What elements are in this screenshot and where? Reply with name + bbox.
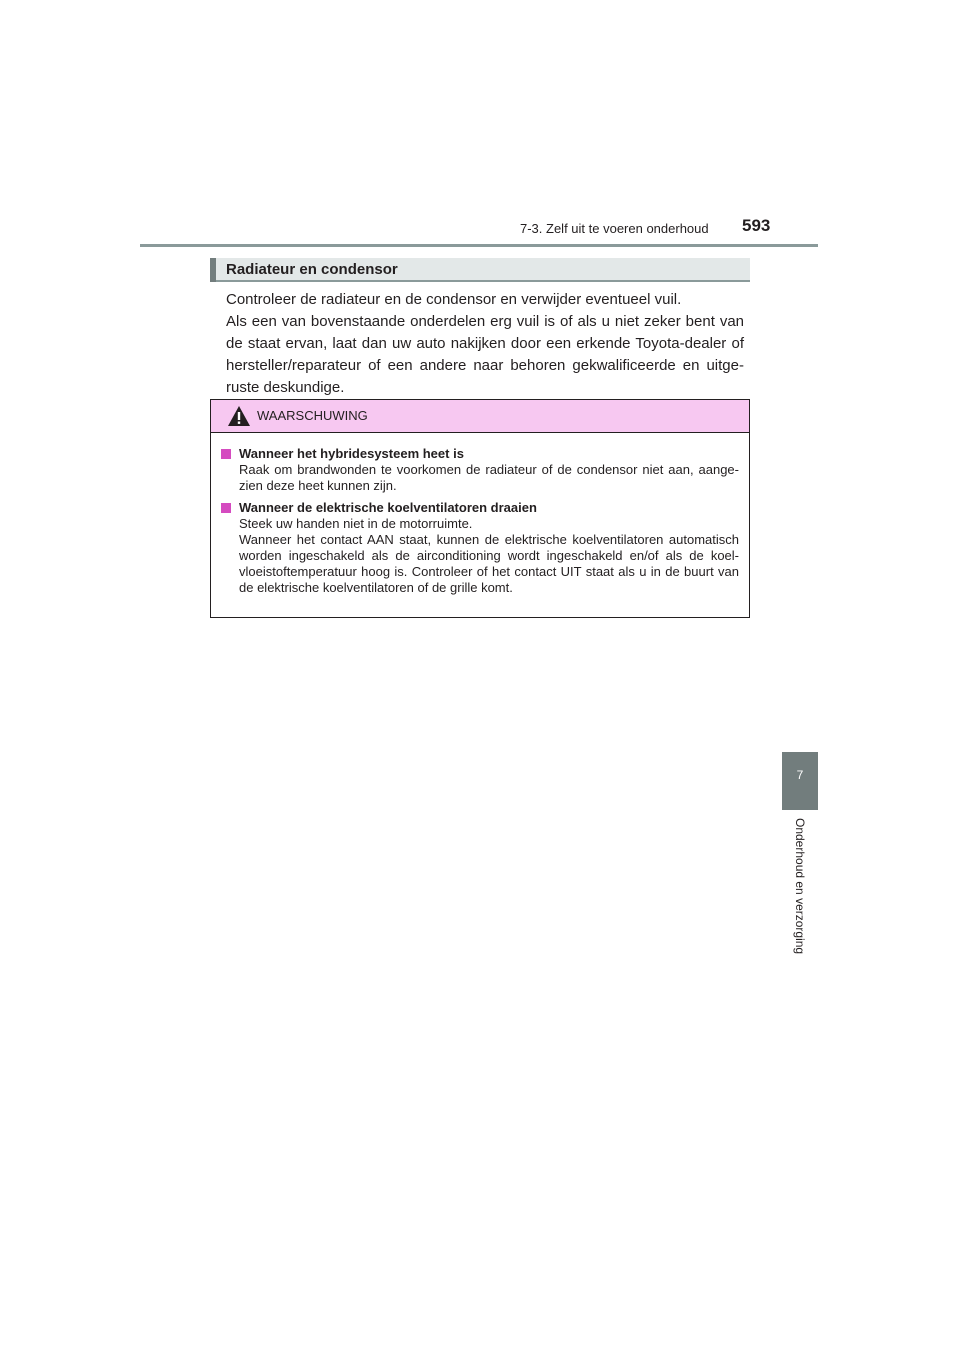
warning-item-heading-text: Wanneer de elektrische koelventilatoren draaien: [239, 500, 537, 515]
warning-item: [221, 500, 739, 596]
body-paragraph: Controleer de radiateur en de condensor en verwijder eventueel vuil.: [226, 291, 682, 308]
header-divider: [140, 244, 818, 247]
warning-item-text: [221, 462, 739, 494]
chapter-tab-number: 7: [796, 768, 804, 782]
warning-triangle-icon: [227, 405, 251, 427]
warning-item-heading-text: Wanneer het hybridesysteem heet is: [239, 446, 464, 461]
warning-content: [211, 433, 749, 596]
body-paragraph: Als een van bovenstaande onderdelen erg vuil is of als u niet zeker bent van de staat ervan, laat dan uw auto nakijken door een erkende Toyota-dealer of hersteller/reparateur of een andere naar behoren gekwalificeerde en uitge-ruste deskundige.: [226, 313, 744, 396]
body-text: [226, 289, 744, 399]
chapter-tab-label: Onderhoud en verzorging: [793, 818, 807, 955]
warning-title: WAARSCHUWING: [257, 408, 368, 423]
warning-item-line: Steek uw handen niet in de motorruimte.: [239, 516, 473, 531]
warning-item-line: Wanneer het contact AAN staat, kunnen de elektrische koelventilatoren automatisch worden ingeschakeld als de airconditioning wordt ingeschakeld en/of als de koel-vloeistoftemperatuur hoog is. Controleer of het contact UIT staat als u in de buurt van de elektrische koelventilatoren of de grille komt.: [239, 532, 739, 595]
warning-item-heading: [221, 500, 739, 516]
warning-box: [210, 399, 750, 618]
page-number: 593: [742, 216, 771, 235]
square-bullet-icon: [221, 503, 231, 513]
square-bullet-icon: [221, 449, 231, 459]
section-header: [210, 258, 750, 282]
section-header-bar: [210, 258, 216, 282]
chapter-header: 7-3. Zelf uit te voeren onderhoud: [520, 221, 709, 236]
warning-header: [211, 400, 749, 433]
section-title: Radiateur en condensor: [226, 261, 398, 278]
warning-item-heading: [221, 446, 739, 462]
warning-item-text: [221, 516, 739, 596]
warning-item-line: Raak om brandwonden te voorkomen de radiateur of de condensor niet aan, aange-zien deze heet kunnen zijn.: [239, 462, 739, 493]
warning-item: [221, 446, 739, 494]
